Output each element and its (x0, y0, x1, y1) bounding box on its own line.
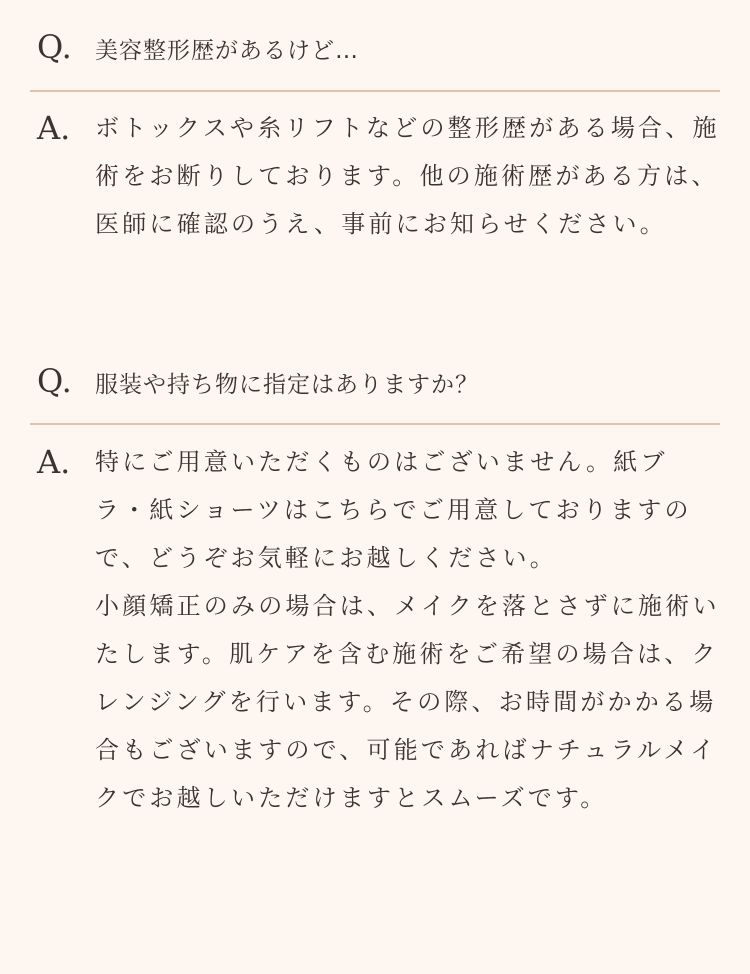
divider (30, 90, 720, 92)
question-text: 服装や持ち物に指定はありますか？ (95, 372, 479, 398)
question-row (37, 28, 720, 66)
question-marker: Q. (37, 362, 72, 400)
answer-paragraph: 特にご用意いただくものはございません。紙ブラ・紙ショーツはこちらでご用意しておりますので、どうぞお気軽にお越しください。 (95, 448, 692, 572)
divider (30, 423, 720, 425)
question-text: 美容整形歴があるけど… (95, 38, 359, 64)
question-row (37, 362, 720, 400)
answer-paragraph: ボトックスや糸リフトなどの整形歴がある場合、施術をお断りしております。他の施術歴がある方は、医師に確認のうえ、事前にお知らせください。 (95, 114, 720, 238)
answer-marker: A. (37, 109, 71, 147)
answer-paragraph: 小顔矯正のみの場合は、メイクを落とさずに施術いたします。肌ケアを含む施術をご希望の場合は、クレンジングを行います。その際、お時間がかかる場合もございますので、可能であればナチュラルメイクでお越しいただけますとスムーズです。 (95, 592, 720, 812)
answer-row (37, 104, 720, 248)
answer-text (95, 104, 720, 248)
question-marker: Q. (37, 28, 72, 66)
answer-marker: A. (37, 443, 71, 481)
answer-row (37, 438, 720, 822)
answer-text (95, 438, 720, 822)
